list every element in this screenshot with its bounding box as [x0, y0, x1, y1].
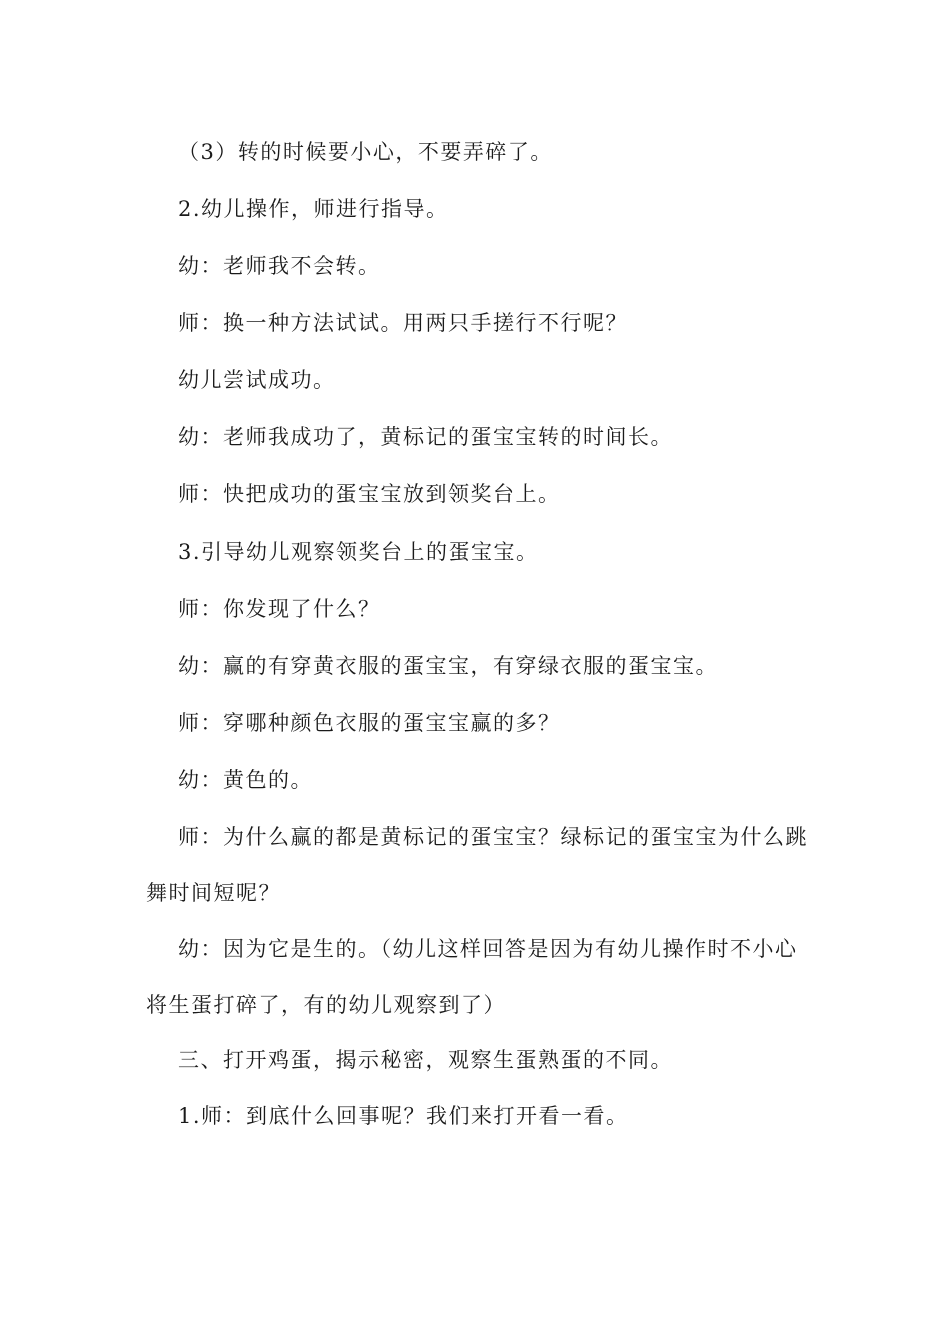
paragraph: 幼：老师我成功了，黄标记的蛋宝宝转的时间长。	[178, 425, 673, 449]
paragraph: 幼儿尝试成功。	[178, 368, 336, 392]
paragraph: 师：你发现了什么？	[178, 597, 381, 621]
paragraph: 幼：赢的有穿黄衣服的蛋宝宝，有穿绿衣服的蛋宝宝。	[178, 654, 718, 678]
paragraph: 师：为什么赢的都是黄标记的蛋宝宝？绿标记的蛋宝宝为什么跳舞时间短呢？	[146, 825, 808, 905]
paragraph: 师：快把成功的蛋宝宝放到领奖台上。	[178, 482, 561, 506]
paragraph: 3.引导幼儿观察领奖台上的蛋宝宝。	[178, 540, 539, 564]
paragraph: 幼：黄色的。	[178, 768, 313, 792]
paragraph: 师：穿哪种颜色衣服的蛋宝宝赢的多？	[178, 711, 561, 735]
paragraph: （3）转的时候要小心，不要弄碎了。	[178, 140, 553, 164]
paragraph: 2.幼儿操作，师进行指导。	[178, 197, 449, 221]
paragraph: 幼：因为它是生的。（幼儿这样回答是因为有幼儿操作时不小心将生蛋打碎了，有的幼儿观察到了）	[146, 937, 798, 1017]
paragraph: 师：换一种方法试试。用两只手搓行不行呢？	[178, 311, 628, 335]
paragraph: 幼：老师我不会转。	[178, 254, 381, 278]
paragraph: 1.师：到底什么回事呢？我们来打开看一看。	[178, 1104, 629, 1128]
paragraph: 三、打开鸡蛋，揭示秘密，观察生蛋熟蛋的不同。	[178, 1048, 673, 1072]
